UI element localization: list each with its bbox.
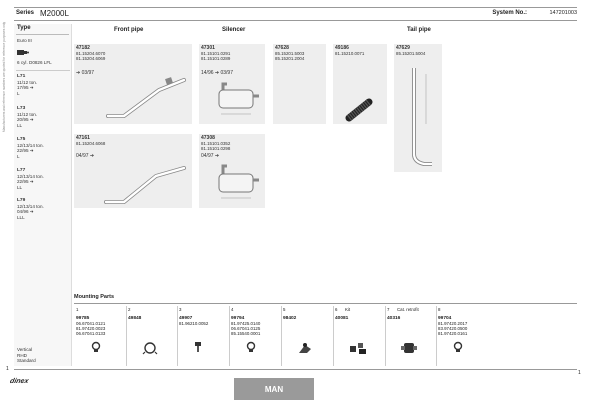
- tail-pipe-drawing: [402, 64, 436, 170]
- front-pipe-drawing: [104, 72, 190, 120]
- column-silencer: Silencer: [222, 27, 246, 33]
- mounting-parts-title: Mounting Parts: [74, 294, 115, 300]
- type-title: Type: [17, 25, 31, 31]
- engine-type: 6 cyl. D0826 LFL: [17, 60, 52, 65]
- variant-l71: L71 11/12 ton. 17/95 ➔ L: [17, 74, 38, 96]
- system-value: 147201003: [549, 10, 577, 16]
- silencer-drawing-2: [205, 164, 261, 204]
- variant-l73: L73 11/12 ton. 20/95 ➔ LL: [17, 106, 38, 128]
- engine-icon: [17, 49, 29, 58]
- header: [14, 8, 577, 18]
- mount-item-7[interactable]: 7 Cat. retrofit 40316: [387, 307, 437, 367]
- page-number-left: 1: [6, 366, 9, 372]
- part-47629[interactable]: 47629 85.15201.5004: [394, 44, 442, 172]
- euro-class: Euro III: [17, 38, 32, 43]
- column-tail-pipe: Tail pipe: [407, 27, 431, 33]
- mount-item-6[interactable]: 6 Kit 40081: [335, 307, 385, 367]
- mount-item-3[interactable]: 3 49907 81.96210.0052: [179, 307, 229, 367]
- series-value: M2000L: [40, 8, 69, 18]
- part-47301[interactable]: 47301 81.15101.0291 81.15101.0289 14/96 ➔ 03/97: [199, 44, 265, 124]
- part-47628[interactable]: 47628 85.15201.5003 85.15201.2004: [273, 44, 326, 124]
- type-rule: [16, 34, 69, 35]
- mount-item-8[interactable]: 8 99704 81.97420.2017 83.97420.0500 81.97420.0161: [438, 307, 488, 367]
- bracket-icon: [297, 341, 313, 355]
- part-47161[interactable]: 47161 81.15204.6068 04/97 ➔: [74, 134, 192, 208]
- mount-item-2[interactable]: 2 49848: [128, 307, 178, 367]
- part-47308[interactable]: 47308 81.15101.0352 81.15101.0298 04/97 ➔: [199, 134, 265, 208]
- mounting-rule: [74, 303, 577, 304]
- type-separator: [16, 70, 70, 71]
- clamp-icon: [245, 341, 257, 353]
- mount-separator: [385, 306, 386, 366]
- kit-icon: [349, 341, 367, 355]
- retrofit-icon: [401, 341, 417, 355]
- mount-separator: [436, 306, 437, 366]
- disclaimer-note: Manufacturers and reference numbers are quoted for reference purposes only: [2, 21, 6, 132]
- bolt-icon: [193, 341, 203, 353]
- part-49186[interactable]: 49186 81.15210.0071: [333, 44, 387, 124]
- mount-separator: [126, 306, 127, 366]
- header-bottom-rule: [14, 20, 577, 21]
- clamp-icon: [90, 341, 102, 353]
- column-front-pipe: Front pipe: [114, 27, 144, 33]
- mount-separator: [333, 306, 334, 366]
- front-pipe-drawing-2: [102, 158, 190, 206]
- mount-separator: [281, 306, 282, 366]
- clamp-icon: [452, 341, 464, 353]
- system-label: System No.:: [492, 10, 527, 16]
- type-panel: [14, 24, 72, 366]
- mount-separator: [229, 306, 230, 366]
- mount-separator: [177, 306, 178, 366]
- mount-item-5[interactable]: 5 98402: [283, 307, 333, 367]
- series-label: Series: [16, 10, 35, 16]
- footer-rule: [14, 369, 577, 370]
- brand-label: MAN: [234, 378, 314, 400]
- part-47182[interactable]: 47182 81.15204.6070 81.15204.6069 ➔ 03/97: [74, 44, 192, 124]
- orientation-info: Vertical RHD Standard: [17, 347, 36, 364]
- variant-l79: L79 12/13/14 ton. 04/96 ➔ LLL: [17, 198, 44, 220]
- variant-l75: L75 12/13/14 ton. 22/95 ➔ L: [17, 137, 44, 159]
- band-clamp-icon: [142, 341, 158, 355]
- variant-l77: L77 12/13/14 ton. 22/95 ➔ LL: [17, 168, 44, 190]
- page-number-right: 1: [578, 370, 581, 376]
- mount-item-4[interactable]: 4 99794 81.97425.0140 06.67041.0125 85.15540.0001: [231, 307, 281, 367]
- silencer-drawing: [205, 82, 261, 120]
- flex-pipe-drawing: [345, 98, 375, 122]
- dinex-logo: dinex: [9, 378, 30, 385]
- mount-item-1[interactable]: 1 99785 06.67041.0121 81.97420.0023 06.67041.0133: [76, 307, 126, 367]
